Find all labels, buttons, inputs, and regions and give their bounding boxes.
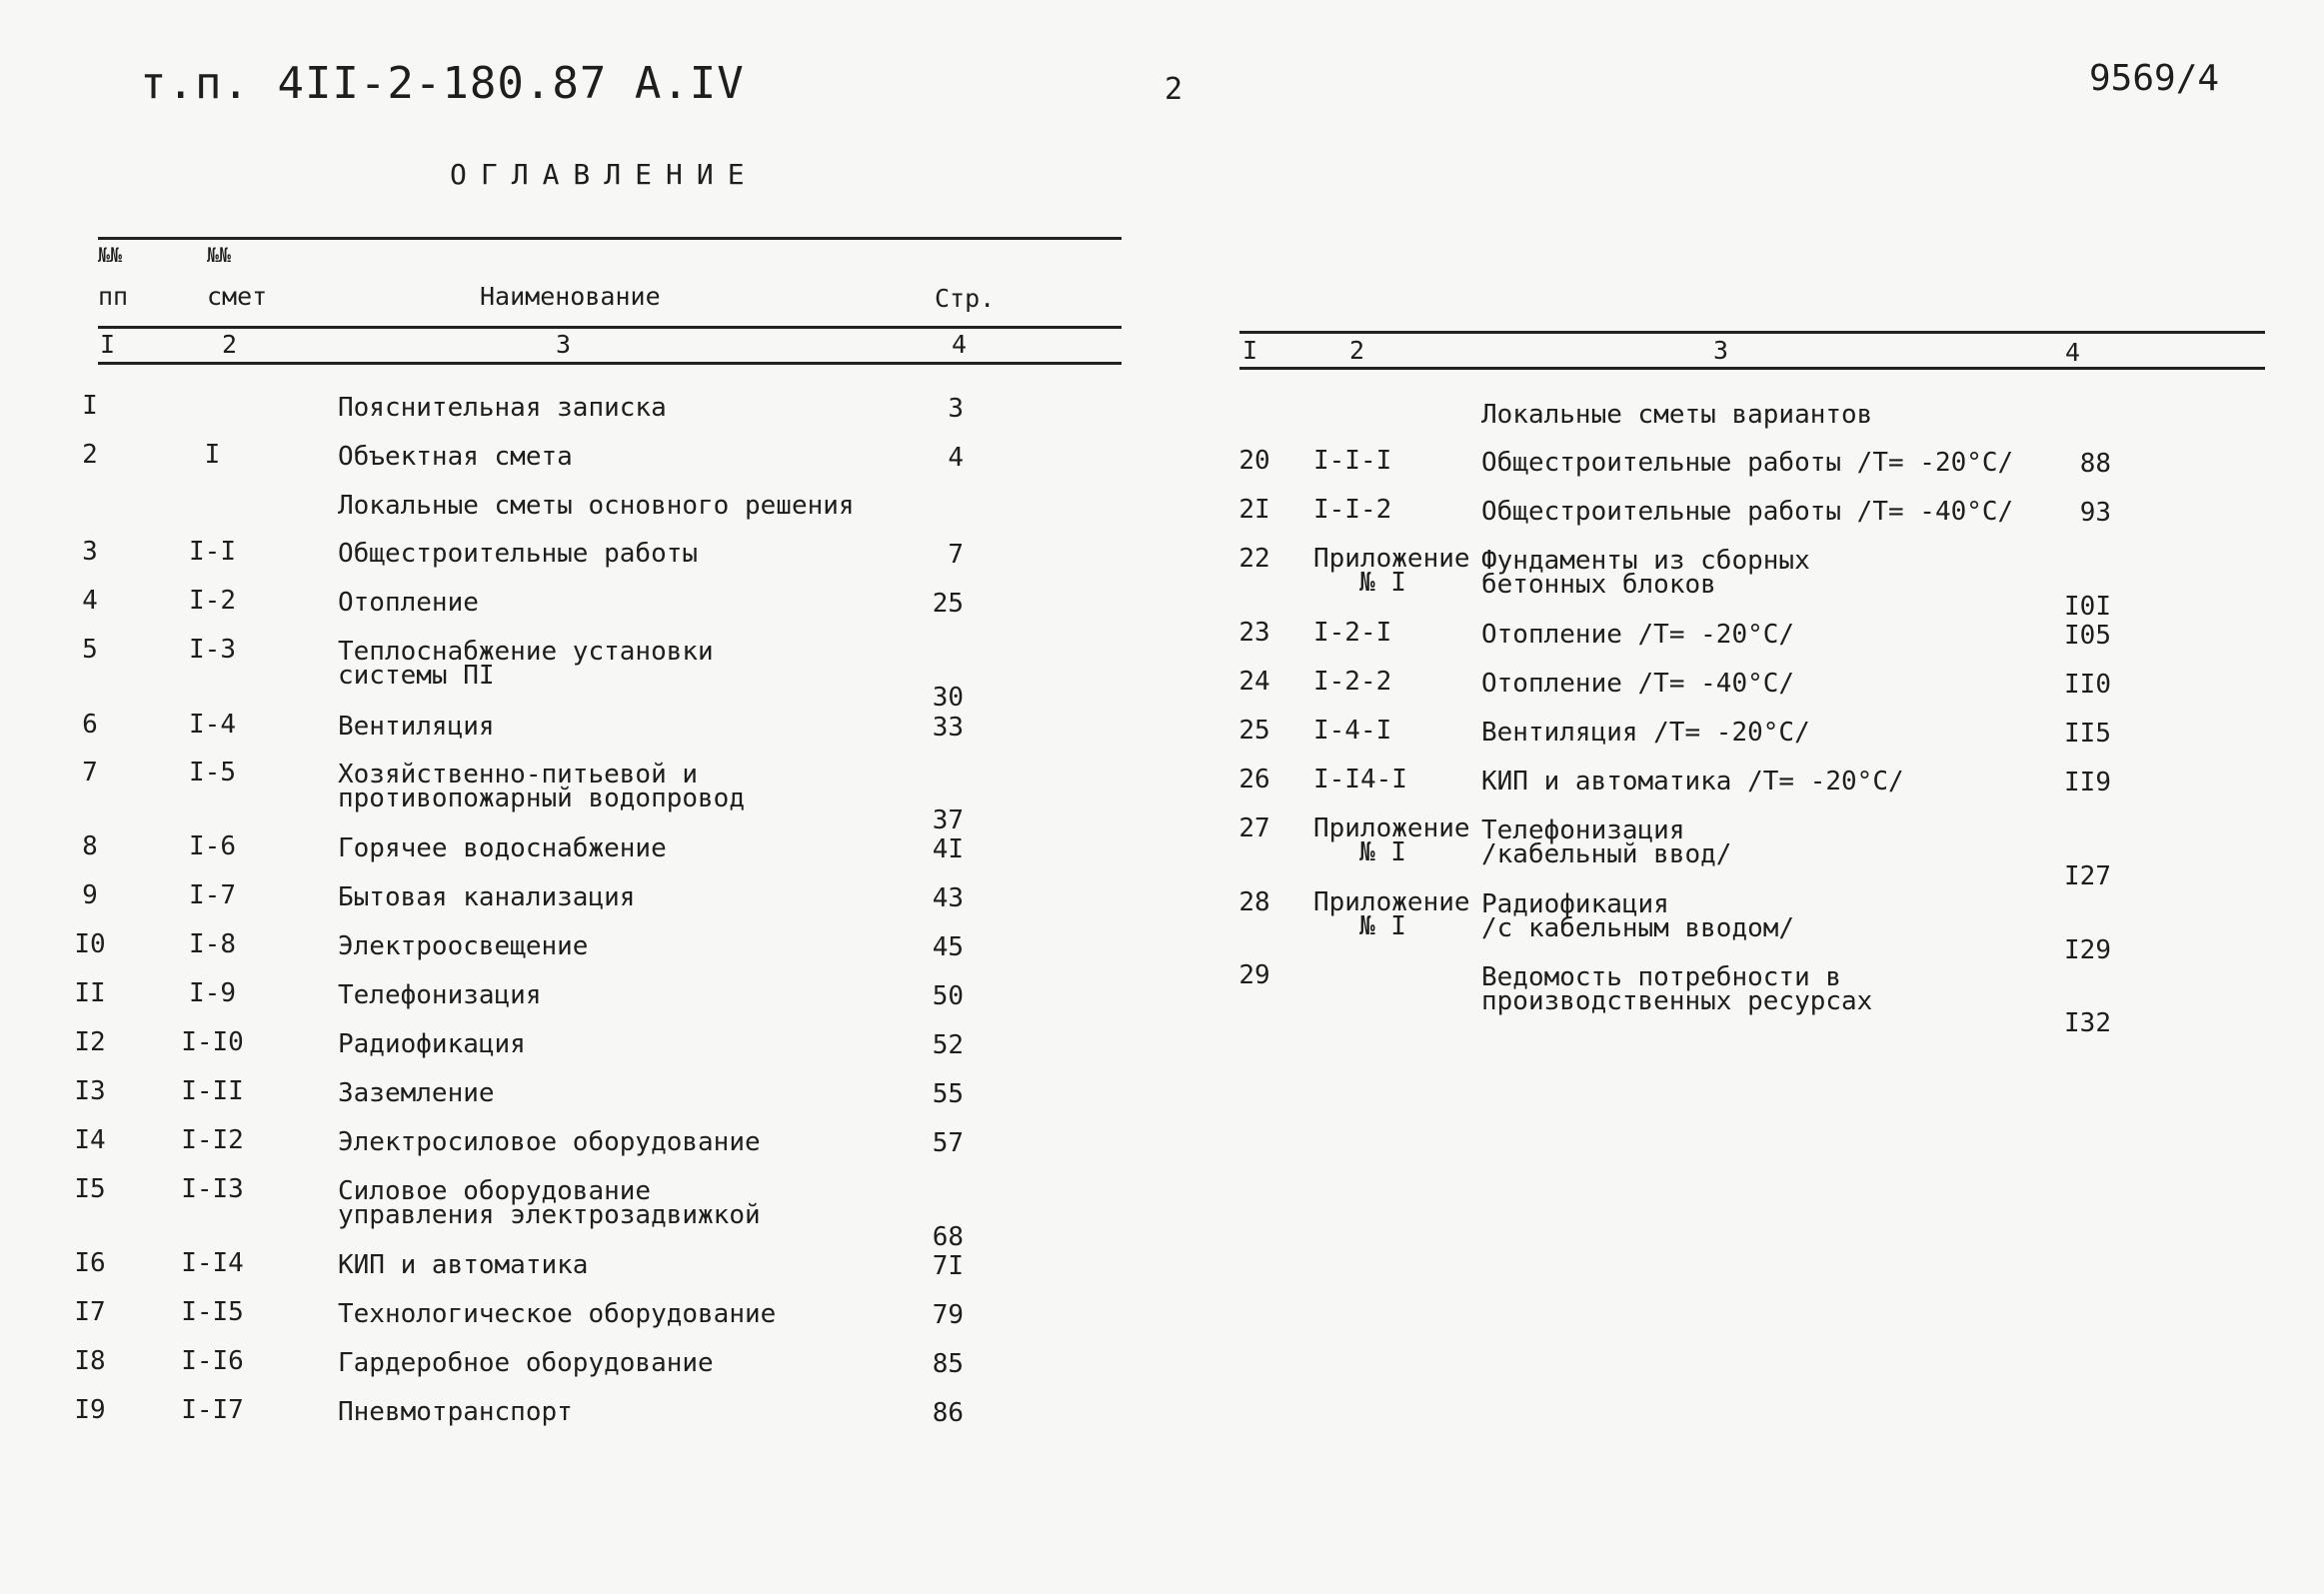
- entry-page: II0: [2064, 670, 2111, 700]
- estimate-number: I-I: [189, 537, 236, 567]
- entry-page: 86: [932, 1398, 964, 1428]
- entry-page: 3: [948, 394, 964, 424]
- estimate-number-cont: № I: [1359, 911, 1406, 941]
- estimate-number: I-4: [189, 710, 236, 740]
- document-number: 9569/4: [2089, 58, 2220, 99]
- row-number: I8: [74, 1346, 106, 1376]
- entry-title: Электроосвещение: [338, 931, 589, 961]
- entry-page: 45: [932, 932, 964, 962]
- estimate-number: Приложение: [1313, 813, 1470, 843]
- entry-title: Общестроительные работы: [338, 539, 699, 569]
- entry-page: 68: [932, 1222, 964, 1252]
- estimate-number-cont: № I: [1359, 568, 1406, 598]
- entry-page: I0I: [2064, 592, 2111, 622]
- estimate-number: I-9: [189, 978, 236, 1008]
- estimate-number: I-I4: [181, 1248, 244, 1278]
- left-head-c2-sign: №№: [207, 243, 232, 267]
- entry-title: Фундаменты из сборных: [1481, 546, 1810, 576]
- entry-title: Отопление: [338, 588, 479, 618]
- estimate-number: Приложение: [1313, 544, 1470, 574]
- estimate-number: I-I-I: [1313, 446, 1392, 476]
- row-number: I4: [74, 1125, 106, 1155]
- row-number: 2: [82, 440, 98, 470]
- estimate-number: I-7: [189, 880, 236, 910]
- left-colnum-1: I: [100, 330, 116, 359]
- entry-page: 88: [2079, 449, 2111, 479]
- entry-title: Отопление /Т= -40°С/: [1481, 669, 1795, 699]
- estimate-number: I-4-I: [1313, 716, 1392, 746]
- entry-page: I32: [2064, 1008, 2111, 1038]
- estimate-number: I-I-2: [1313, 495, 1392, 525]
- estimate-number: I-5: [189, 758, 236, 788]
- row-number: 24: [1238, 667, 1270, 697]
- estimate-number: Приложение: [1313, 887, 1470, 917]
- left-head-c2: смет: [207, 282, 268, 311]
- row-number: 6: [82, 710, 98, 740]
- entry-title: Локальные сметы основного решения: [338, 491, 855, 521]
- page-title: ОГЛАВЛЕНИЕ: [450, 158, 759, 191]
- estimate-number: I-I2: [181, 1125, 244, 1155]
- row-number: 9: [82, 880, 98, 910]
- right-colnum-3: 3: [1713, 336, 1729, 365]
- row-number: 23: [1238, 618, 1270, 648]
- entry-title: Ведомость потребности в: [1481, 962, 1842, 992]
- row-number: II: [74, 978, 106, 1008]
- row-number: I9: [74, 1395, 106, 1425]
- row-number: 29: [1238, 960, 1270, 990]
- entry-page: 43: [932, 883, 964, 913]
- entry-page: 25: [932, 589, 964, 619]
- row-number: I5: [74, 1174, 106, 1204]
- entry-title-cont: /кабельный ввод/: [1481, 839, 1732, 869]
- entry-title: Общестроительные работы /Т= -20°С/: [1481, 448, 2014, 478]
- estimate-number: I-I3: [181, 1174, 244, 1204]
- entry-title: Локальные сметы вариантов: [1481, 400, 1873, 430]
- entry-title: Телефонизация: [338, 980, 542, 1010]
- entry-title: КИП и автоматика: [338, 1250, 589, 1280]
- estimate-number: I-8: [189, 929, 236, 959]
- row-number: 20: [1238, 446, 1270, 476]
- entry-title: Радиофикация: [1481, 889, 1669, 919]
- entry-title: Электросиловое оборудование: [338, 1127, 761, 1157]
- row-number: I: [82, 391, 98, 421]
- entry-title-cont: производственных ресурсах: [1481, 986, 1873, 1016]
- entry-title: Пояснительная записка: [338, 393, 667, 423]
- entry-page: 55: [932, 1079, 964, 1109]
- entry-page: 93: [2079, 498, 2111, 528]
- estimate-number: I: [204, 440, 221, 470]
- row-number: 5: [82, 635, 98, 665]
- right-table-top-rule: [1239, 331, 2265, 334]
- row-number: 26: [1238, 765, 1270, 795]
- entry-title-cont: бетонных блоков: [1481, 570, 1716, 600]
- right-colnum-1: I: [1242, 336, 1258, 365]
- estimate-number: I-I4-I: [1313, 765, 1407, 795]
- left-table-bottom-rule: [98, 362, 1122, 365]
- entry-page: I29: [2064, 935, 2111, 965]
- estimate-number: I-2-I: [1313, 618, 1392, 648]
- left-head-c4: Стр.: [935, 284, 996, 313]
- entry-page: 7I: [932, 1251, 964, 1281]
- entry-title: Силовое оборудование: [338, 1176, 652, 1206]
- entry-page: 85: [932, 1349, 964, 1379]
- row-number: 4: [82, 586, 98, 616]
- entry-title: Радиофикация: [338, 1029, 526, 1059]
- entry-title: Телефонизация: [1481, 815, 1685, 845]
- left-colnum-2: 2: [222, 330, 238, 359]
- entry-page: 4I: [932, 834, 964, 864]
- page-number: 2: [1164, 72, 1183, 107]
- left-colnum-3: 3: [556, 330, 572, 359]
- estimate-number: I-I0: [181, 1027, 244, 1057]
- entry-page: 30: [932, 683, 964, 713]
- entry-title: Теплоснабжение установки: [338, 637, 714, 667]
- entry-page: 37: [932, 805, 964, 835]
- entry-title: Объектная смета: [338, 442, 573, 472]
- entry-title: Вентиляция: [338, 712, 495, 742]
- document-code: т.п. 4II-2-180.87 А.IV: [140, 58, 745, 109]
- row-number: I3: [74, 1076, 106, 1106]
- entry-page: 33: [932, 713, 964, 743]
- estimate-number: I-2-2: [1313, 667, 1392, 697]
- entry-title-cont: управления электрозадвижкой: [338, 1200, 761, 1230]
- entry-title-cont: противопожарный водопровод: [338, 784, 745, 813]
- left-colnum-4: 4: [952, 330, 968, 359]
- left-head-c1-sign: №№: [98, 243, 123, 267]
- left-head-c3: Наименование: [480, 282, 661, 311]
- row-number: I7: [74, 1297, 106, 1327]
- row-number: 2I: [1238, 495, 1270, 525]
- estimate-number: I-I6: [181, 1346, 244, 1376]
- entry-title: Горячее водоснабжение: [338, 833, 667, 863]
- row-number: 8: [82, 831, 98, 861]
- entry-page: I05: [2064, 621, 2111, 651]
- entry-page: 52: [932, 1030, 964, 1060]
- entry-page: II5: [2064, 719, 2111, 749]
- entry-title: Общестроительные работы /Т= -40°С/: [1481, 497, 2014, 527]
- estimate-number: I-I5: [181, 1297, 244, 1327]
- right-colnum-4: 4: [2065, 338, 2081, 367]
- entry-title: Бытовая канализация: [338, 882, 636, 912]
- entry-page: 57: [932, 1128, 964, 1158]
- row-number: 22: [1238, 544, 1270, 574]
- estimate-number-cont: № I: [1359, 837, 1406, 867]
- entry-page: 7: [948, 540, 964, 570]
- row-number: 28: [1238, 887, 1270, 917]
- row-number: I6: [74, 1248, 106, 1278]
- estimate-number: I-II: [181, 1076, 244, 1106]
- entry-title: Вентиляция /Т= -20°С/: [1481, 718, 1810, 748]
- entry-title-cont: /с кабельным вводом/: [1481, 913, 1795, 943]
- estimate-number: I-I7: [181, 1395, 244, 1425]
- entry-page: I27: [2064, 861, 2111, 891]
- entry-page: 4: [948, 443, 964, 473]
- row-number: 3: [82, 537, 98, 567]
- estimate-number: I-3: [189, 635, 236, 665]
- estimate-number: I-2: [189, 586, 236, 616]
- row-number: I0: [74, 929, 106, 959]
- entry-title-cont: системы ПI: [338, 661, 495, 691]
- right-table-bottom-rule: [1239, 367, 2265, 370]
- row-number: 7: [82, 758, 98, 788]
- entry-title: Пневмотранспорт: [338, 1397, 573, 1427]
- estimate-number: I-6: [189, 831, 236, 861]
- left-table-top-rule: [98, 237, 1122, 240]
- entry-title: Хозяйственно-питьевой и: [338, 760, 699, 790]
- entry-page: 79: [932, 1300, 964, 1330]
- entry-page: 50: [932, 981, 964, 1011]
- entry-page: II9: [2064, 768, 2111, 797]
- entry-title: КИП и автоматика /Т= -20°С/: [1481, 767, 1904, 797]
- left-head-c1: пп: [98, 282, 129, 311]
- entry-title: Отопление /Т= -20°С/: [1481, 620, 1795, 650]
- row-number: 25: [1238, 716, 1270, 746]
- row-number: 27: [1238, 813, 1270, 843]
- entry-title: Гардеробное оборудование: [338, 1348, 714, 1378]
- right-colnum-2: 2: [1349, 336, 1365, 365]
- entry-title: Заземление: [338, 1078, 495, 1108]
- row-number: I2: [74, 1027, 106, 1057]
- entry-title: Технологическое оборудование: [338, 1299, 777, 1329]
- left-table-mid-rule: [98, 326, 1122, 329]
